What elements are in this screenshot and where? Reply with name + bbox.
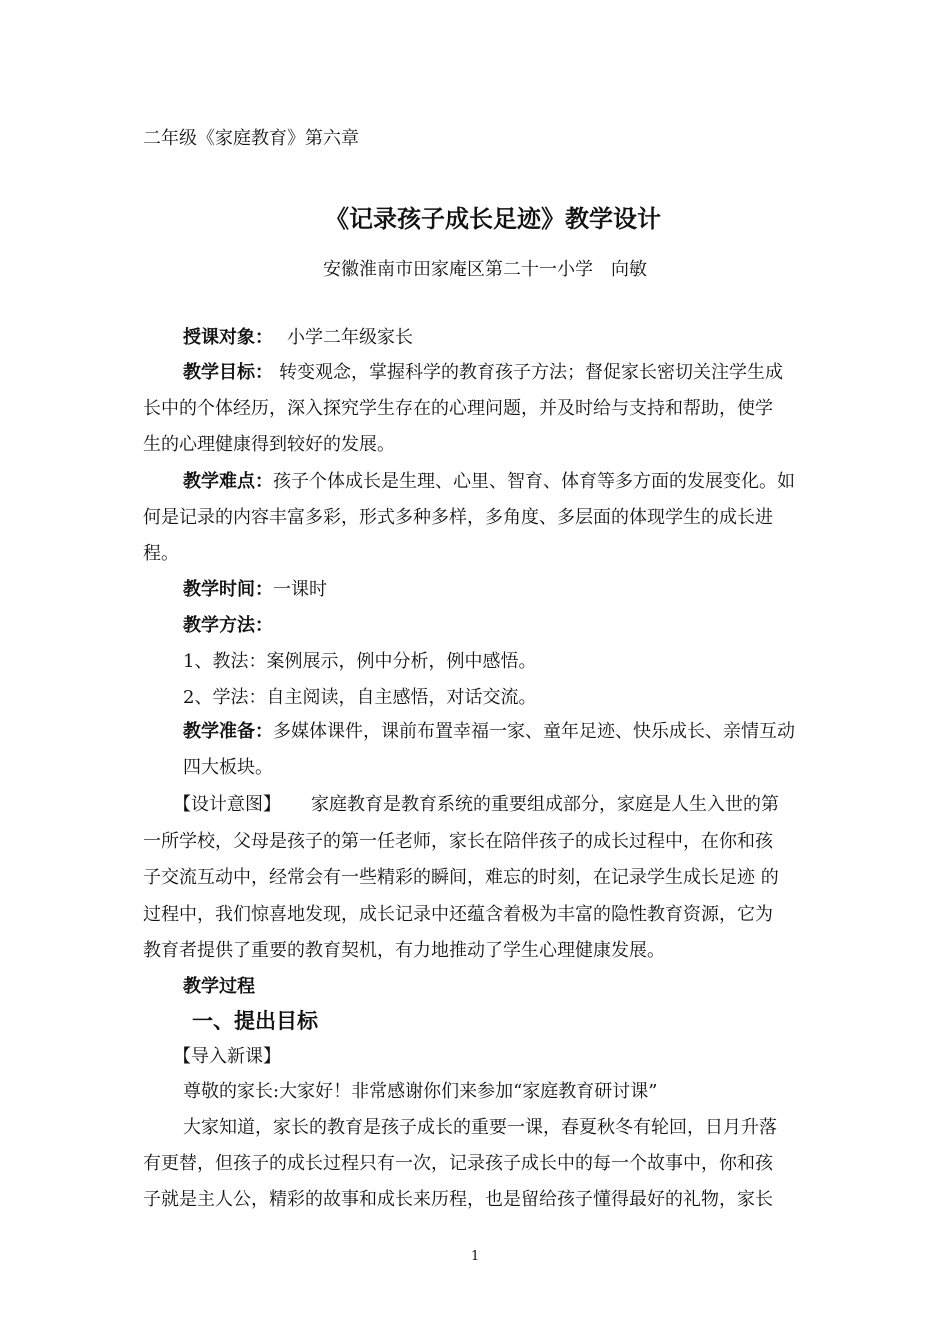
goal-label: 教学目标： — [183, 362, 273, 383]
greeting-line: 尊敬的家长:大家好！非常感谢你们来参加“家庭教育研讨课” — [183, 1081, 658, 1102]
process-label: 教学过程 — [183, 976, 255, 997]
difficulty-line-2: 何是记录的内容丰富多彩，形式多种多样，多角度、多层面的体现学生的成长进 — [143, 507, 773, 528]
difficulty-line-3: 程。 — [143, 543, 179, 564]
time-row — [183, 578, 327, 602]
body-line-2: 有更替，但孩子的成长过程只有一次，记录孩子成长中的每一个故事中，你和孩 — [143, 1153, 773, 1174]
course-header: 二年级《家庭教育》第六章 — [143, 128, 359, 149]
intent-line-3: 子交流互动中，经常会有一些精彩的瞬间，难忘的时刻，在记录学生成长足迹 的 — [143, 867, 779, 888]
goal-line-2: 长中的个体经历，深入探究学生存在的心理问题，并及时给与支持和帮助，使学 — [143, 398, 773, 419]
intent-label: 【设计意图】 — [173, 794, 281, 815]
method-item-2: 2、学法：自主阅读，自主感悟，对话交流。 — [183, 687, 537, 708]
prep-label: 教学准备： — [183, 721, 273, 742]
audience-label: 授课对象： — [183, 327, 273, 348]
method-label: 教学方法： — [183, 615, 273, 636]
body-line-3: 子就是主人公，精彩的故事和成长来历程，也是留给孩子懂得最好的礼物，家长 — [143, 1189, 773, 1210]
difficulty-line-1: 教学难点：孩子个体成长是生理、心里、智育、体育等多方面的发展变化。如 — [183, 471, 795, 492]
section1-subheading: 【导入新课】 — [173, 1046, 281, 1067]
intent-line-2: 一所学校，父母是孩子的第一任老师，家长在陪伴孩子的成长过程中，在你和孩 — [143, 831, 773, 852]
time-label: 教学时间： — [183, 579, 273, 600]
author-line: 安徽淮南市田家庵区第二十一小学 向敏 — [323, 259, 647, 280]
intent-line-1: 【设计意图】 家庭教育是教育系统的重要组成部分，家庭是人生入世的第 — [173, 794, 779, 815]
audience-value: 小学二年级家长 — [287, 327, 413, 348]
document-title: 《记录孩子成长足迹》教学设计 — [325, 205, 661, 233]
goal-line-1: 教学目标： 转变观念，掌握科学的教育孩子方法；督促家长密切关注学生成 — [183, 362, 783, 383]
prep-line-1: 教学准备：多媒体课件，课前布置幸福一家、童年足迹、快乐成长、亲情互动 — [183, 721, 795, 742]
method-item-1: 1、教法：案例展示，例中分析，例中感悟。 — [183, 651, 537, 672]
intent-line-4: 过程中，我们惊喜地发现，成长记录中还蕴含着极为丰富的隐性教育资源，它为 — [143, 904, 773, 925]
difficulty-label: 教学难点： — [183, 471, 273, 492]
prep-line-2: 四大板块。 — [183, 757, 273, 778]
page-number: 1 — [471, 1249, 480, 1264]
body-line-1: 大家知道，家长的教育是孩子成长的重要一课，春夏秋冬有轮回，日月升落 — [183, 1117, 777, 1138]
intent-line-5: 教育者提供了重要的教育契机，有力地推动了学生心理健康发展。 — [143, 940, 665, 961]
audience-row — [183, 326, 413, 350]
goal-line-3: 生的心理健康得到较好的发展。 — [143, 434, 395, 455]
time-value: 一课时 — [273, 579, 327, 600]
section1-heading: 一、提出目标 — [192, 1009, 318, 1033]
